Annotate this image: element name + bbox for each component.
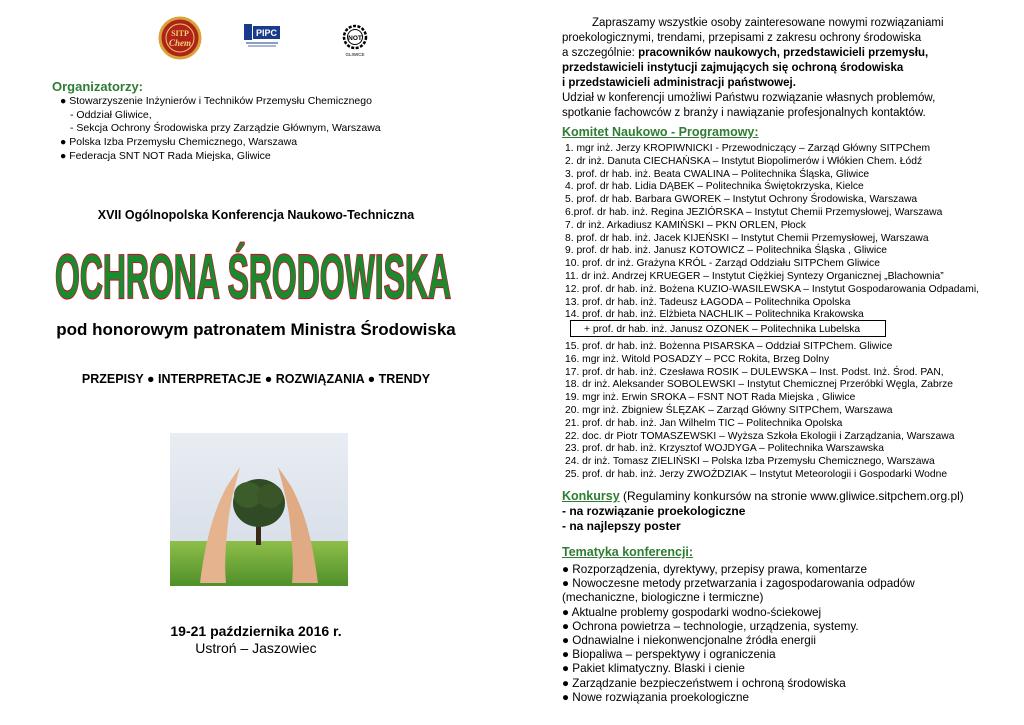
committee-member: 8. prof. dr hab. inż. Jacek KIJEŃSKI – Instytut Chemii Przemysłowej, Warszawa [565, 232, 929, 244]
conference-name: XVII Ogólnopolska Konferencja Naukowo-Techniczna [97, 208, 415, 222]
committee-member: 6.prof. dr hab. inż. Regina JEZIÓRSKA – Instytut Chemii Przemysłowej, Warszawa [565, 206, 943, 218]
contests-block [562, 489, 964, 534]
hands-tree-photo [170, 433, 348, 586]
topic-item: ● Odnawialne i niekonwencjonalne źródła energii [562, 634, 816, 648]
contests-header [562, 489, 964, 504]
topic-item: ● Nowe rozwiązania proekologiczne [562, 690, 750, 704]
committee-member: 15. prof. dr hab. inż. Bożenna PISARSKA – Oddział SITPChem. Gliwice [565, 341, 893, 352]
committee-member: 20. mgr inż. Zbigniew ŚLĘZAK – Zarząd Główny SITPChem, Warszawa [565, 404, 893, 416]
conference-title: OCHRONA ŚRODOWISKA [55, 243, 451, 308]
contests-title: Konkursy [562, 489, 620, 503]
organizer-item: - Oddział Gliwice, [70, 108, 152, 121]
topic-item: ● Biopaliwa – perspektywy i ograniczenia [562, 648, 776, 662]
conference-place: Ustroń – Jaszowiec [195, 640, 317, 656]
intro-line: przedstawicieli instytucji zajmujących się ochroną środowiska [562, 62, 904, 74]
intro-line: Zapraszamy wszystkie osoby zainteresowane nowymi rozwiązaniami [592, 17, 944, 29]
svg-text:Chem: Chem [168, 38, 192, 48]
conference-dates: 19-21 października 2016 r. [170, 623, 342, 639]
committee-member: 23. prof. dr hab. inż. Krzysztof WOJDYGA – Politechnika Warszawska [565, 443, 884, 455]
organizers-list [60, 95, 381, 164]
intro-text [562, 16, 982, 121]
organizer-item: ● Federacja SNT NOT Rada Miejska, Gliwice [60, 149, 271, 162]
committee-member: 4. prof. dr hab. Lidia DĄBEK – Politechnika Świętokrzyska, Kielce [565, 181, 864, 193]
intro-line: Udział w konferencji umożliwi Państwu rozwiązanie własnych problemów, [562, 92, 936, 104]
committee-member: 7. dr inż. Arkadiusz KAMIŃSKI – PKN ORLEN, Płock [565, 219, 806, 231]
committee-member: 19. mgr inż. Erwin SROKA – FSNT NOT Rada Miejska , Gliwice [565, 392, 856, 404]
committee-boxed-member: + prof. dr hab. inż. Janusz OZONEK – Politechnika Lubelska [570, 320, 886, 337]
topic-item: ● Nowoczesne metody przetwarzania i zagospodarowania odpadów [562, 577, 915, 591]
topics-list [562, 563, 915, 705]
committee-member: 24. dr inż. Tomasz ZIELIŃSKI – Polska Izba Przemysłu Chemicznego, Warszawa [565, 456, 935, 468]
intro-line: spotkanie fachowców z branży i nawiązanie profesjonalnych kontaktów. [562, 107, 926, 119]
conference-title-graphic [48, 238, 458, 313]
svg-text:PIPC: PIPC [255, 28, 278, 38]
pipc-logo [242, 22, 282, 48]
topic-item: ● Ochrona powietrza – technologie, urządzenia, systemy. [562, 619, 859, 633]
topic-item: ● Pakiet klimatyczny. Blaski i cienie [562, 662, 745, 676]
committee-member: 9. prof. dr hab. inż. Janusz KOTOWICZ – Politechnika Śląska , Gliwice [565, 245, 887, 257]
committee-member: 14. prof. dr hab. inż. Elżbieta NACHLIK – Politechnika Krakowska [565, 309, 864, 321]
contest-item: - na rozwiązanie proekologiczne [562, 504, 746, 518]
committee-member: 3. prof. dr hab. inż. Beata CWALINA – Politechnika Śląska, Gliwice [565, 168, 870, 180]
not-logo [340, 24, 370, 58]
contest-item: - na najlepszy poster [562, 519, 681, 533]
topic-item: ● Aktualne problemy gospodarki wodno-ściekowej [562, 605, 822, 619]
committee-member: 21. prof. dr hab. inż. Jan Wilhelm TIC – Politechnika Opolska [565, 417, 843, 429]
committee-member: 10. prof. dr inż. Grażyna KRÓL - Zarząd Oddziału SITPChem Gliwice [565, 258, 880, 270]
topic-item: ● Rozporządzenia, dyrektywy, przepisy prawa, komentarze [562, 563, 867, 576]
committee-member: 12. prof. dr hab. inż. Bożena KUZIO-WASILEWSKA – Instytut Gospodarowania Odpadami, [565, 283, 979, 295]
topic-item: (mechaniczne, biologiczne i termiczne) [562, 591, 764, 605]
committee-member: 18. dr inż. Aleksander SOBOLEWSKI – Instytut Chemicznej Przeróbki Węgla, Zabrze [565, 379, 954, 391]
topic-item: ● Zarządzanie bezpieczeństwem i ochroną środowiska [562, 676, 846, 690]
svg-text:SITP: SITP [171, 29, 189, 38]
committee-member: 13. prof. dr hab. inż. Tadeusz ŁAGODA – Politechnika Opolska [565, 296, 851, 308]
intro-line [562, 46, 982, 61]
svg-text:NOT: NOT [348, 35, 362, 42]
intro-line: i przedstawicieli administracji państwowej. [562, 77, 796, 89]
organizer-item: ● Polska Izba Przemysłu Chemicznego, Warszawa [60, 136, 298, 149]
not-caption: GLIWICE [345, 52, 365, 57]
topics-title: Tematyka konferencji: [562, 545, 694, 559]
organizer-item: - Sekcja Ochrony Środowiska przy Zarządzie Głównym, Warszawa [70, 122, 381, 135]
contests-note: (Regulaminy konkursów na stronie www.gliwice.sitpchem.org.pl) [619, 489, 964, 503]
organizer-item: ● Stowarzyszenie Inżynierów i Techników Przemysłu Chemicznego [60, 95, 372, 107]
committee-member: 22. doc. dr Piotr TOMASZEWSKI – Wyższa Szkoła Ekologii i Zarządzania, Warszawa [565, 430, 955, 442]
intro-bold: pracowników naukowych, przedstawicieli przemysłu, [638, 47, 929, 59]
patronage: pod honorowym patronatem Ministra Środowiska [56, 320, 456, 339]
committee-member: 17. prof. dr hab. inż. Czesława ROSIK – DULEWSKA – Inst. Podst. Inż. Środ. PAN, [565, 366, 944, 378]
committee-member: 11. dr inż. Andrzej KRUEGER – Instytut Ciężkiej Syntezy Organicznej „Blachownia” [565, 270, 944, 282]
committee-member: 1. mgr inż. Jerzy KROPIWNICKI - Przewodniczący – Zarząd Główny SITPChem [565, 143, 931, 154]
committee-member: 25. prof. dr hab. inż. Jerzy ZWOŹDZIAK – Instytut Meteorologii i Gospodarki Wodne [565, 468, 948, 480]
committee-title: Komitet Naukowo - Programowy: [562, 125, 759, 139]
committee-member: 16. mgr inż. Witold POSADZY – PCC Rokita, Brzeg Dolny [565, 353, 830, 365]
organizers-title: Organizatorzy: [52, 79, 144, 94]
intro-line: proekologicznymi, trendami, przepisami z zakresu ochrony środowiska [562, 32, 922, 44]
committee-member: 2. dr inż. Danuta CIECHAŃSKA – Instytut Biopolimerów i Włókien Chem. Łódź [565, 155, 923, 167]
committee-member: 5. prof. dr hab. Barbara GWOREK – Instytut Ochrony Środowiska, Warszawa [565, 194, 918, 206]
committee-list-a [565, 143, 979, 322]
topic-tags: PRZEPISY ● INTERPRETACJE ● ROZWIĄZANIA ● TRENDY [81, 372, 431, 386]
committee-list-b [565, 341, 954, 482]
intro-plain: a szczególnie: [562, 47, 639, 59]
sitpchem-logo [158, 16, 202, 60]
